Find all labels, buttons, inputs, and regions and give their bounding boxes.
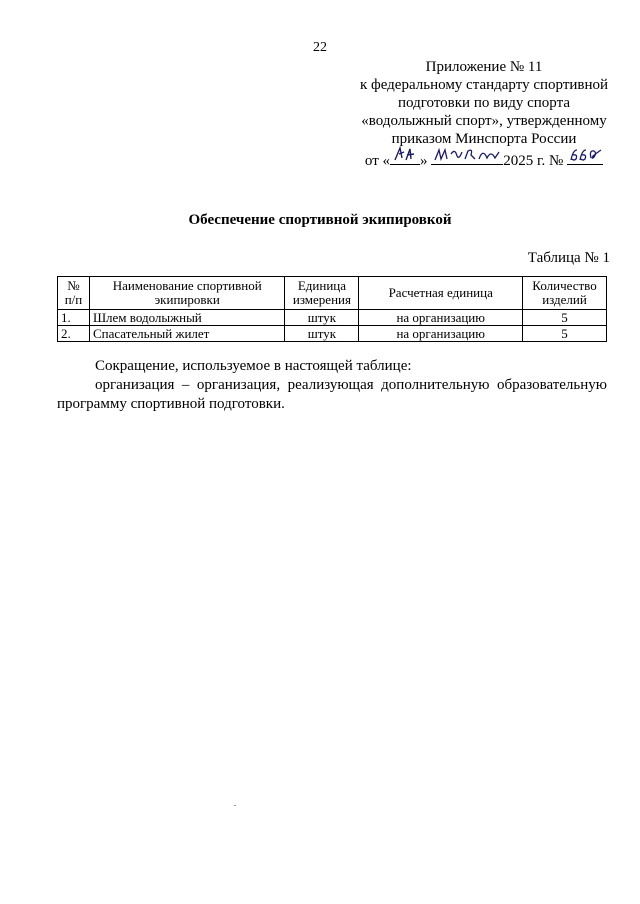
header-unit: Единица измерения <box>285 277 359 310</box>
row-equipment-name: Спасательный жилет <box>89 326 285 342</box>
handwritten-month <box>431 148 503 165</box>
date-day-separator: » <box>420 153 428 169</box>
row-number: 1. <box>58 310 90 326</box>
header-number: № п/п <box>58 277 90 310</box>
table-row <box>58 326 607 342</box>
annex-line-order: приказом Минспорта России <box>391 131 577 147</box>
handwritten-order-number <box>567 148 603 165</box>
annex-line-sport: подготовки по виду спорта <box>398 95 570 111</box>
annex-header <box>338 58 630 170</box>
header-equipment-name: Наименование спортивной экипировки <box>89 277 285 310</box>
row-quantity: 5 <box>523 310 607 326</box>
abbreviation-intro: Сокращение, используемое в настоящей таблице: <box>95 358 412 374</box>
abbreviation-definition: организация – организация, реализующая дополнительную образовательную программу спортивной подготовки. <box>57 377 607 412</box>
document-title: Обеспечение спортивной экипировкой <box>188 212 452 228</box>
scan-speck <box>234 805 236 806</box>
annex-line-standard: к федеральному стандарту спортивной <box>359 77 609 93</box>
table-label: Таблица № 1 <box>527 250 610 266</box>
row-quantity: 5 <box>523 326 607 342</box>
row-calc-unit: на организацию <box>359 310 523 326</box>
equipment-table <box>57 276 607 342</box>
row-equipment-name: Шлем водолыжный <box>89 310 285 326</box>
annex-line-approved: «водолыжный спорт», утвержденному <box>361 113 607 129</box>
page-number: 22 <box>313 40 327 55</box>
header-quantity: Количество изделий <box>523 277 607 310</box>
row-number: 2. <box>58 326 90 342</box>
handwritten-day <box>390 148 420 165</box>
row-calc-unit: на организацию <box>359 326 523 342</box>
annex-title: Приложение № 11 <box>425 59 543 75</box>
table-header-row <box>58 277 607 310</box>
date-prefix: от « <box>364 153 391 169</box>
row-unit: штук <box>285 310 359 326</box>
header-calc-unit: Расчетная единица <box>359 277 523 310</box>
annex-date-line <box>338 148 630 170</box>
date-year: 2025 г. № <box>503 153 564 169</box>
row-unit: штук <box>285 326 359 342</box>
notes-section <box>57 357 607 414</box>
table-row <box>58 310 607 326</box>
